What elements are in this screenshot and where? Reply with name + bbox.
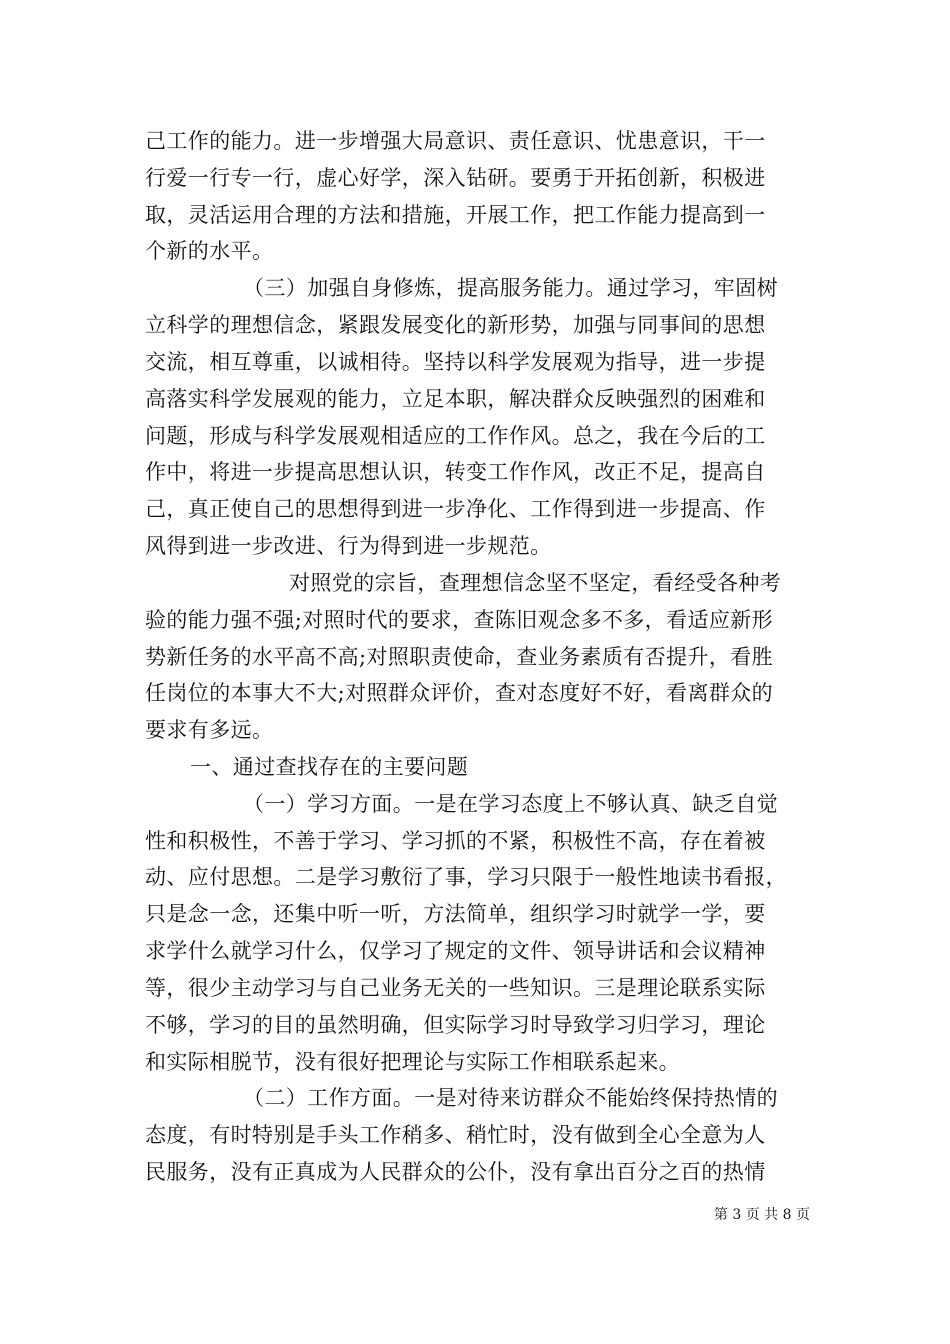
text-line: 交流，相互尊重，以诚相待。坚持以科学发展观为指导，进一步提 <box>145 350 766 374</box>
text-line: 对照党的宗旨，查理想信念坚不坚定，看经受各种考 <box>289 571 782 595</box>
text-line: 立科学的理想信念，紧跟发展变化的新形势，加强与同事间的思想 <box>145 313 766 337</box>
text-line: 态度，有时特别是手头工作稍多、稍忙时，没有做到全心全意为人 <box>145 1123 766 1147</box>
text-line: 风得到进一步改进、行为得到进一步规范。 <box>145 534 552 558</box>
text-line: 只是念一念，还集中听一听，方法简单，组织学习时就学一学，要 <box>145 902 766 926</box>
text-line: 己工作的能力。进一步增强大局意识、责任意识、忧患意识，干一 <box>145 129 766 153</box>
text-line: 个新的水平。 <box>145 239 274 263</box>
text-line: 动、应付思想。二是学习敷衍了事，学习只限于一般性地读书看报， <box>145 865 787 889</box>
text-line: 行爱一行专一行，虚心好学，深入钻研。要勇于开拓创新，积极进 <box>145 166 766 190</box>
text-line: 己，真正使自己的思想得到进一步净化、工作得到进一步提高、作 <box>145 497 766 521</box>
text-line: 取，灵活运用合理的方法和措施，开展工作，把工作能力提高到一 <box>145 203 766 227</box>
text-line: 不够，学习的目的虽然明确，但实际学习时导致学习归学习，理论 <box>145 1013 766 1037</box>
text-line: 问题，形成与科学发展观相适应的工作作风。总之，我在今后的工 <box>145 424 766 448</box>
text-line: 要求有多远。 <box>145 718 274 742</box>
text-line: 和实际相脱节，没有很好把理论与实际工作相联系起来。 <box>145 1050 680 1074</box>
text-line: 等，很少主动学习与自己业务无关的一些知识。三是理论联系实际 <box>145 976 766 1000</box>
page-number: 第 3 页 共 8 页 <box>713 1207 810 1223</box>
text-line: 性和积极性，不善于学习、学习抓的不紧，积极性不高，存在着被 <box>145 829 766 853</box>
text-line: 作中，将进一步提高思想认识，转变工作作风，改正不足，提高自 <box>145 460 766 484</box>
text-line: 民服务，没有正真成为人民群众的公仆，没有拿出百分之百的热情 <box>145 1160 766 1184</box>
text-line: 势新任务的水平高不高;对照职责使命，查业务素质有否提升，看胜 <box>145 645 774 669</box>
section-heading: 一、通过查找存在的主要问题 <box>190 755 469 779</box>
text-line: （二）工作方面。一是对待来访群众不能始终保持热情的 <box>243 1086 778 1110</box>
text-line: 高落实科学发展观的能力，立足本职，解决群众反映强烈的困难和 <box>145 387 766 411</box>
text-line: 验的能力强不强;对照时代的要求，查陈旧观念多不多，看适应新形 <box>145 608 774 632</box>
text-line: 求学什么就学习什么，仅学习了规定的文件、领导讲话和会议精神 <box>145 939 766 963</box>
text-line: （三）加强自身修炼，提高服务能力。通过学习，牢固树 <box>243 276 778 300</box>
text-line: （一）学习方面。一是在学习态度上不够认真、缺乏自觉 <box>243 792 778 816</box>
text-line: 任岗位的本事大不大;对照群众评价，查对态度好不好，看离群众的 <box>145 681 774 705</box>
